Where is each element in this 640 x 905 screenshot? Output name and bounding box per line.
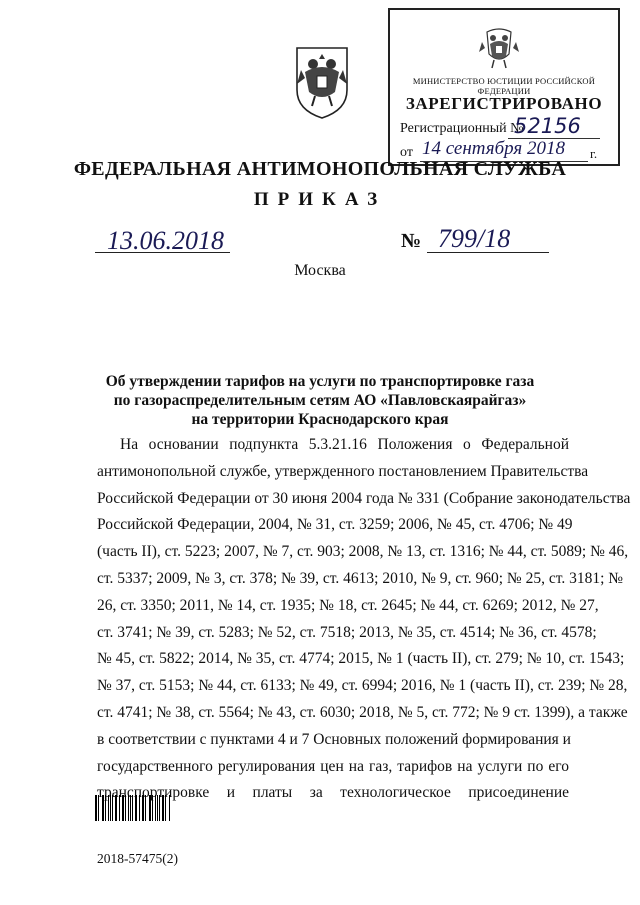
order-date-underline <box>95 252 230 253</box>
order-date: 13.06.2018 <box>107 226 224 255</box>
body-line: ст. 3741; № 39, ст. 5283; № 52, ст. 7518; 2013, № 35, ст. 4514; № 36, ст. 4578; <box>97 623 597 641</box>
barcode <box>95 795 170 821</box>
order-number: 799/18 <box>438 224 511 253</box>
body-line: транспортировке и платы за технологическое присоединение <box>97 784 569 802</box>
title-line: по газораспределительным сетям АО «Павловскаярайгаз» <box>113 392 527 409</box>
order-number-sign: № <box>401 230 422 252</box>
body-line: государственного регулирования цен на газ, тарифов на услуги по его <box>97 757 569 775</box>
body-line: № 45, ст. 5822; 2014, № 35, ст. 4774; 2015, № 1 (часть II), ст. 279; № 10, ст. 1543; <box>97 650 625 668</box>
body-line: Российской Федерации, 2004, № 31, ст. 3259; 2006, № 45, ст. 4706; № 49 <box>97 516 573 534</box>
order-heading: ПРИКАЗ <box>253 189 387 210</box>
stamp-date-label: от <box>400 145 413 160</box>
body-line: (часть II), ст. 5223; 2007, № 7, ст. 903; 2008, № 13, ст. 1316; № 44, ст. 5089; № 46, <box>97 543 629 561</box>
registration-stamp <box>388 8 620 166</box>
body-line: Российской Федерации от 30 июня 2004 года № 331 (Собрание законодательства <box>97 489 631 507</box>
body-line: ст. 4741; № 38, ст. 5564; № 43, ст. 6030; 2018, № 5, ст. 772; № 9 ст. 1399), а также <box>97 703 628 721</box>
title-line: Об утверждении тарифов на услуги по транспортировке газа <box>105 373 535 390</box>
body-line: в соответствии с пунктами 4 и 7 Основных положений формирования и <box>97 730 571 748</box>
stamp-date-suffix: г. <box>590 146 598 161</box>
body-paragraph <box>97 432 631 807</box>
document-id: 2018-57475(2) <box>97 851 178 866</box>
stamp-emblem-icon <box>474 24 524 74</box>
body-line: 26, ст. 3350; 2011, № 14, ст. 1935; № 18, ст. 2645; № 44, ст. 6269; 2012, № 27, <box>97 596 599 614</box>
stamp-registered: ЗАРЕГИСТРИРОВАНО <box>405 94 603 113</box>
stamp-reg-number-label: Регистрационный № <box>400 121 524 136</box>
agency-name: ФЕДЕРАЛЬНАЯ АНТИМОНОПОЛЬНАЯ СЛУЖБА <box>73 158 567 180</box>
body-line: На основании подпункта 5.3.21.16 Положения о Федеральной <box>120 436 569 453</box>
body-line: антимонопольной службе, утвержденного постановлением Правительства <box>97 462 589 480</box>
stamp-date-value: 14 сентября 2018 <box>422 138 565 159</box>
body-line: ст. 5337; 2009, № 3, ст. 378; № 39, ст. 4613; 2010, № 9, ст. 960; № 25, ст. 3181; № <box>97 569 624 587</box>
stamp-reg-number-value: 52156 <box>514 114 581 138</box>
document-title <box>0 372 640 429</box>
stamp-ministry: МИНИСТЕРСТВО ЮСТИЦИИ РОССИЙСКОЙ ФЕДЕРАЦИИ <box>412 76 596 96</box>
body-line: № 37, ст. 5153; № 44, ст. 6133; № 49, ст. 6994; 2016, № 1 (часть II), ст. 239; № 28, <box>97 677 628 695</box>
coat-of-arms-emblem <box>287 40 357 120</box>
order-number-underline <box>427 252 549 253</box>
city: Москва <box>294 262 346 279</box>
title-line: на территории Краснодарского края <box>191 411 449 428</box>
